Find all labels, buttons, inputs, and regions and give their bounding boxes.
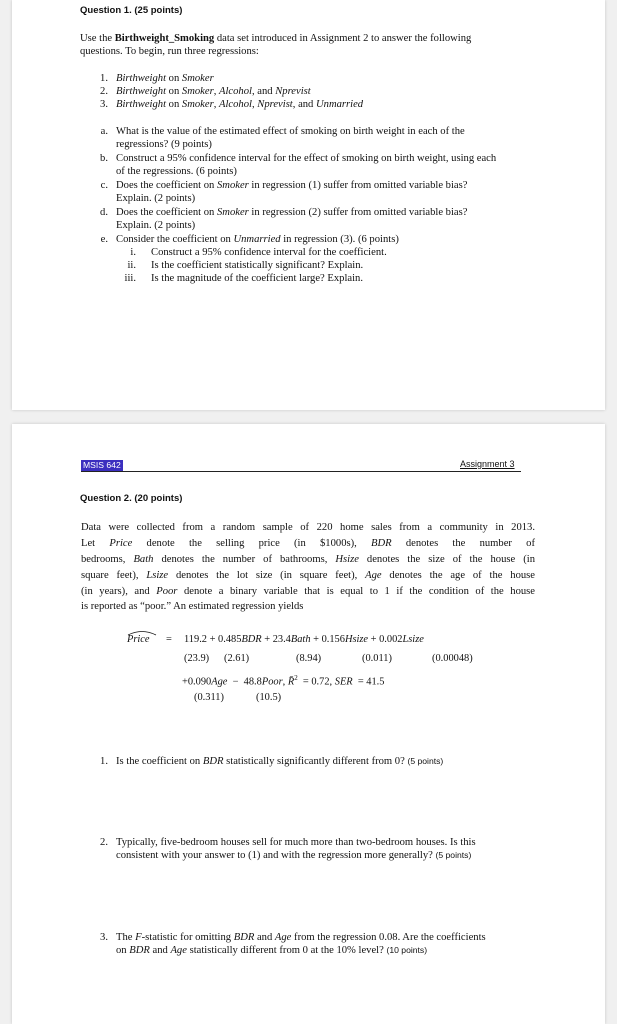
page-2 (12, 424, 605, 1024)
q2-1-points: (5 points) (407, 756, 444, 766)
part-b-line-1: Construct a 95% confidence interval for the effect of smoking on birth weight, using each (116, 153, 497, 164)
part-d-line-1: Does the coefficient on Smoker in regression (2) suffer from omitted variable bias? (116, 207, 468, 218)
se-hsize: (0.011) (362, 653, 392, 664)
subpart-i: Construct a 95% confidence interval for the coefficient. (151, 247, 387, 258)
part-c-line-2: Explain. (2 points) (116, 193, 196, 204)
part-b-line-2: of the regressions. (6 points) (116, 166, 237, 177)
q2-2-num: 2. (100, 837, 108, 848)
q2-3-num: 3. (100, 932, 108, 943)
se-age: (0.311) (194, 692, 224, 703)
equation-line-2: +0.090Age − 48.8Poor, R̄$^2$ = 0.72, SER = 41.5 (182, 674, 385, 688)
q1-title: Question 1. (25 points) (80, 5, 183, 16)
regression-3-num: 3. (100, 99, 108, 110)
part-e-line-1: Consider the coefficient on Unmarried in regression (3). (6 points) (116, 234, 399, 245)
part-d-label: d. (100, 207, 108, 218)
subpart-ii-label: ii. (127, 260, 136, 271)
q2-3-line-1: The F-statistic for omitting BDR and Age from the regression 0.08. Are the coefficients (116, 932, 486, 943)
para-line-2: Let Price denote the selling price (in $1000s), BDR denotes the number of (81, 538, 535, 549)
part-a-line-2: regressions? (9 points) (116, 139, 212, 150)
q2-2-line-1: Typically, five-bedroom houses sell for much more than two-bedroom houses. Is this (116, 837, 476, 848)
course-code: MSIS 642 (83, 460, 121, 470)
equation-equals: = (166, 634, 172, 645)
para-line-4: square feet), Lsize denotes the lot size (in square feet), Age denotes the age of the house (81, 570, 535, 581)
q1-intro-pre: Use the (80, 33, 115, 44)
para-line-6: is reported as “poor.” An estimated regression yields (81, 601, 304, 612)
para-line-3: bedrooms, Bath denotes the number of bathrooms, Hsize denotes the size of the house (in (81, 554, 535, 565)
q1-intro-line-2: questions. To begin, run three regressions: (80, 46, 259, 57)
part-d-line-2: Explain. (2 points) (116, 220, 196, 231)
hat-accent (127, 630, 157, 636)
equation-line-1: 119.2 + 0.485BDR + 23.4Bath + 0.156Hsize + 0.002Lsize (184, 634, 424, 645)
q1-intro-post: data set introduced in Assignment 2 to answer the following (214, 33, 472, 44)
se-lsize: (0.00048) (432, 653, 473, 664)
assignment-label: Assignment 3 (460, 459, 515, 469)
part-a-line-1: What is the value of the estimated effect of smoking on birth weight in each of the (116, 126, 465, 137)
regression-3: Birthweight on Smoker, Alcohol, Nprevist, and Unmarried (116, 99, 364, 110)
se-bdr: (2.61) (224, 653, 250, 664)
dataset-name: Birthweight_Smoking (114, 33, 215, 44)
q2-2-line-2 (116, 849, 471, 863)
se-intercept: (23.9) (184, 653, 210, 664)
regression-2-num: 2. (100, 86, 108, 97)
part-b-label: b. (100, 153, 108, 164)
part-e-label: e. (100, 234, 108, 245)
part-a-label: a. (100, 126, 108, 137)
subpart-iii: Is the magnitude of the coefficient large? Explain. (151, 273, 363, 284)
q2-1-text: Is the coefficient on BDR statistically significantly different from 0? (5 points) (116, 756, 444, 767)
se-bath: (8.94) (296, 653, 322, 664)
q2-title: Question 2. (20 points) (80, 493, 183, 504)
part-c-label: c. (100, 180, 108, 191)
subpart-ii: Is the coefficient statistically significant? Explain. (151, 260, 364, 271)
q2-3-points: (10 points) (386, 945, 428, 955)
para-line-5: (in years), and Poor denote a binary variable that is equal to 1 if the condition of the house (81, 586, 535, 597)
regression-1: Birthweight on Smoker (116, 73, 214, 84)
part-c-line-1: Does the coefficient on Smoker in regression (1) suffer from omitted variable bias? (116, 180, 468, 191)
regression-1-num: 1. (100, 73, 108, 84)
equation-lhs: Price (127, 634, 150, 645)
q2-3-line-2: on BDR and Age statistically different from 0 at the 10% level? (10 points) (116, 945, 428, 956)
subpart-i-label: i. (130, 247, 136, 258)
q1-intro-line-1 (80, 32, 471, 46)
page-1 (12, 0, 605, 410)
se-poor: (10.5) (256, 692, 282, 703)
q2-1-num: 1. (100, 756, 108, 767)
q2-2-line-2-text: consistent with your answer to (1) and with the regression more generally? (116, 850, 433, 861)
header-rule (81, 471, 521, 472)
para-line-1: Data were collected from a random sample of 220 home sales from a community in 2013. (81, 522, 535, 533)
regression-2: Birthweight on Smoker, Alcohol, and Nprevist (116, 86, 311, 97)
subpart-iii-label: iii. (124, 273, 136, 284)
q2-2-points: (5 points) (435, 850, 472, 860)
